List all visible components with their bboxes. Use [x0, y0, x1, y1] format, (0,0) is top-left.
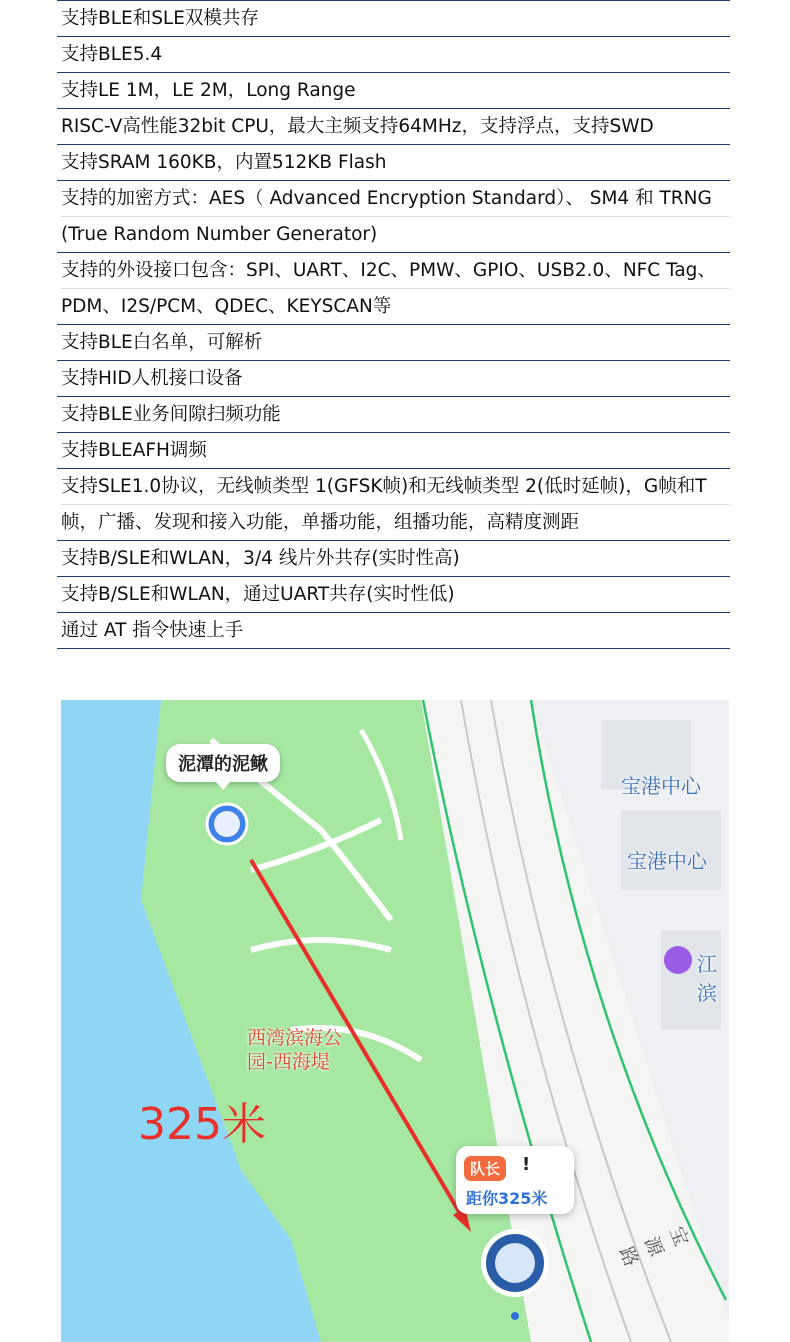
spec-text: 支持的加密方式：AES（ Advanced Encryption Standard）、 SM4 和 TRNG: [61, 188, 712, 209]
poi-label[interactable]: 宝港中心: [627, 849, 707, 873]
spec-text: 支持SLE1.0协议，无线帧类型 1(GFSK帧)和无线帧类型 2(低时延帧)，G帧和T: [61, 476, 707, 497]
spec-row: [57, 361, 730, 397]
leader-info-card[interactable]: [456, 1146, 574, 1214]
spec-row: [57, 145, 730, 181]
leader-tag: 队长: [464, 1156, 506, 1181]
spec-row: [57, 73, 730, 109]
spec-table: [57, 0, 730, 649]
spec-row: [57, 253, 730, 325]
spec-text: RISC-V高性能32bit CPU，最大主频支持64MHz，支持浮点，支持SWD: [61, 116, 654, 137]
spec-row: [57, 325, 730, 361]
spec-row: [57, 397, 730, 433]
spec-text: 支持HID人机接口设备: [61, 368, 243, 389]
spec-text: 支持BLE业务间隙扫频功能: [61, 404, 281, 425]
spec-row: [57, 613, 730, 649]
distance-annotation: 325米: [138, 1099, 266, 1150]
spec-text: 支持LE 1M，LE 2M，Long Range: [61, 80, 356, 101]
spec-row: [57, 577, 730, 613]
spec-row: [57, 541, 730, 577]
poi-label[interactable]: 江滨: [697, 952, 717, 1005]
map-view[interactable]: [61, 700, 729, 1342]
user-name-bubble[interactable]: 泥潭的泥鳅: [166, 744, 280, 782]
park-label-line2[interactable]: 园-西海堤: [247, 1051, 330, 1073]
park-label-line1[interactable]: 西湾滨海公: [247, 1027, 343, 1049]
spec-text: 支持B/SLE和WLAN，3/4 线片外共存(实时性高): [61, 548, 460, 569]
spec-text: 帧，广播、发现和接入功能，单播功能，组播功能，高精度测距: [61, 504, 730, 540]
spec-text: 支持B/SLE和WLAN，通过UART共存(实时性低): [61, 584, 455, 605]
spec-row: [57, 433, 730, 469]
spec-text: 支持BLE5.4: [61, 44, 163, 65]
spec-text: (True Random Number Generator): [61, 216, 730, 252]
poi-label[interactable]: 宝港中心: [621, 774, 701, 798]
spec-text: PDM、I2S/PCM、QDEC、KEYSCAN等: [61, 288, 730, 324]
spec-text: 支持BLE白名单，可解析: [61, 332, 263, 353]
spec-text: 支持BLEAFH调频: [61, 440, 207, 461]
spec-text: 支持的外设接口包含：SPI、UART、I2C、PMW、GPIO、USB2.0、NFC Tag、: [61, 260, 716, 281]
spec-text: 支持BLE和SLE双模共存: [61, 8, 259, 29]
spec-row: [57, 109, 730, 145]
spec-row: [57, 37, 730, 73]
spec-text: 通过 AT 指令快速上手: [61, 620, 244, 641]
spec-row: [57, 1, 730, 37]
spec-text: 支持SRAM 160KB，内置512KB Flash: [61, 152, 387, 173]
leader-distance: 距你325米: [466, 1189, 548, 1208]
leader-exclamation: !: [522, 1154, 531, 1175]
spec-row: [57, 469, 730, 541]
road-label: 宝源路: [614, 1223, 694, 1272]
spec-row: [57, 181, 730, 253]
